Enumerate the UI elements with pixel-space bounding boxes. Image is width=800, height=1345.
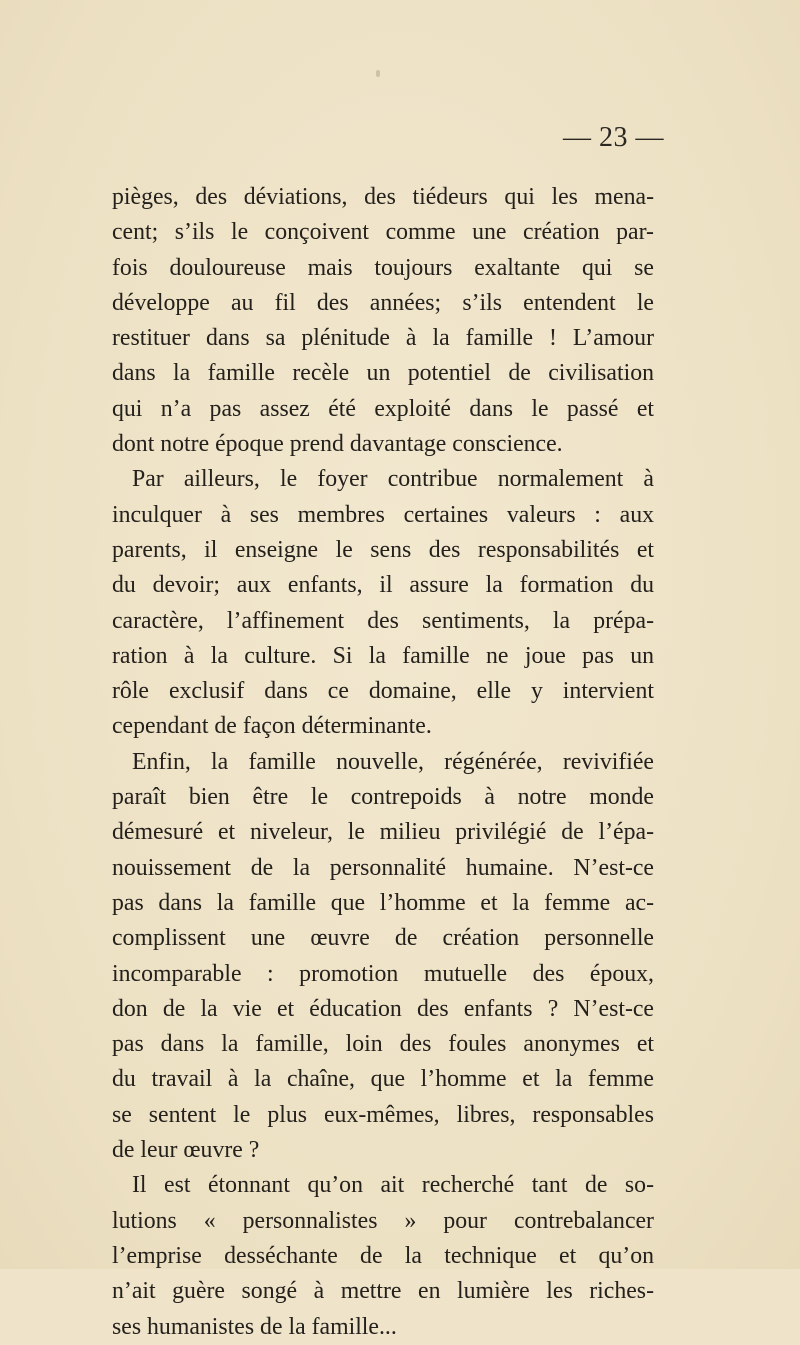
page-number: — 23 —	[563, 122, 664, 153]
text-line: cependant de façon déterminante.	[112, 713, 432, 740]
text-line: du devoir; aux enfants, il assure la formation du	[112, 572, 654, 599]
text-line: démesuré et niveleur, le milieu privilégié de l’épa-	[112, 819, 654, 846]
text-line: incomparable : promotion mutuelle des époux,	[112, 960, 654, 987]
paper-speck	[376, 70, 380, 77]
text-line: pas dans la famille que l’homme et la femme ac-	[112, 889, 654, 916]
text-line: cent; s’ils le conçoivent comme une création par-	[112, 219, 654, 246]
text-line: du travail à la chaîne, que l’homme et la femme	[112, 1066, 654, 1093]
text-line: ses humanistes de la famille...	[112, 1313, 397, 1340]
text-line: dont notre époque prend davantage conscience.	[112, 431, 563, 458]
text-line: Il est étonnant qu’on ait recherché tant de so-	[132, 1172, 654, 1199]
text-line: Par ailleurs, le foyer contribue normalement à	[132, 466, 654, 493]
text-line: caractère, l’affinement des sentiments, la prépa-	[112, 607, 654, 634]
text-line: parents, il enseigne le sens des responsabilités et	[112, 536, 654, 563]
text-line: développe au fil des années; s’ils entendent le	[112, 289, 654, 316]
body-text	[112, 180, 654, 1345]
text-line: inculquer à ses membres certaines valeurs : aux	[112, 501, 654, 528]
text-line: se sentent le plus eux-mêmes, libres, responsables	[112, 1101, 654, 1128]
text-line: qui n’a pas assez été exploité dans le passé et	[112, 395, 654, 422]
text-line: Enfin, la famille nouvelle, régénérée, revivifiée	[132, 748, 654, 775]
text-line: nouissement de la personnalité humaine. N’est-ce	[112, 854, 654, 881]
text-line: restituer dans sa plénitude à la famille ! L’amour	[112, 325, 654, 352]
text-line: ration à la culture. Si la famille ne joue pas un	[112, 642, 654, 669]
text-line: rôle exclusif dans ce domaine, elle y intervient	[112, 678, 654, 705]
text-line: dans la famille recèle un potentiel de civilisation	[112, 360, 654, 387]
text-line: don de la vie et éducation des enfants ? N’est-ce	[112, 995, 654, 1022]
text-line: n’ait guère songé à mettre en lumière les riches-	[112, 1278, 654, 1305]
text-line: pas dans la famille, loin des foules anonymes et	[112, 1031, 654, 1058]
text-line: pièges, des déviations, des tiédeurs qui les mena-	[112, 184, 654, 210]
text-line: complissent une œuvre de création personnelle	[112, 925, 654, 952]
text-line: de leur œuvre ?	[112, 1137, 260, 1164]
text-line: l’emprise desséchante de la technique et qu’on	[112, 1242, 654, 1269]
text-line: fois douloureuse mais toujours exaltante qui se	[112, 254, 654, 281]
text-line: lutions « personnalistes » pour contrebalancer	[112, 1207, 654, 1234]
text-line: paraît bien être le contrepoids à notre monde	[112, 784, 654, 811]
